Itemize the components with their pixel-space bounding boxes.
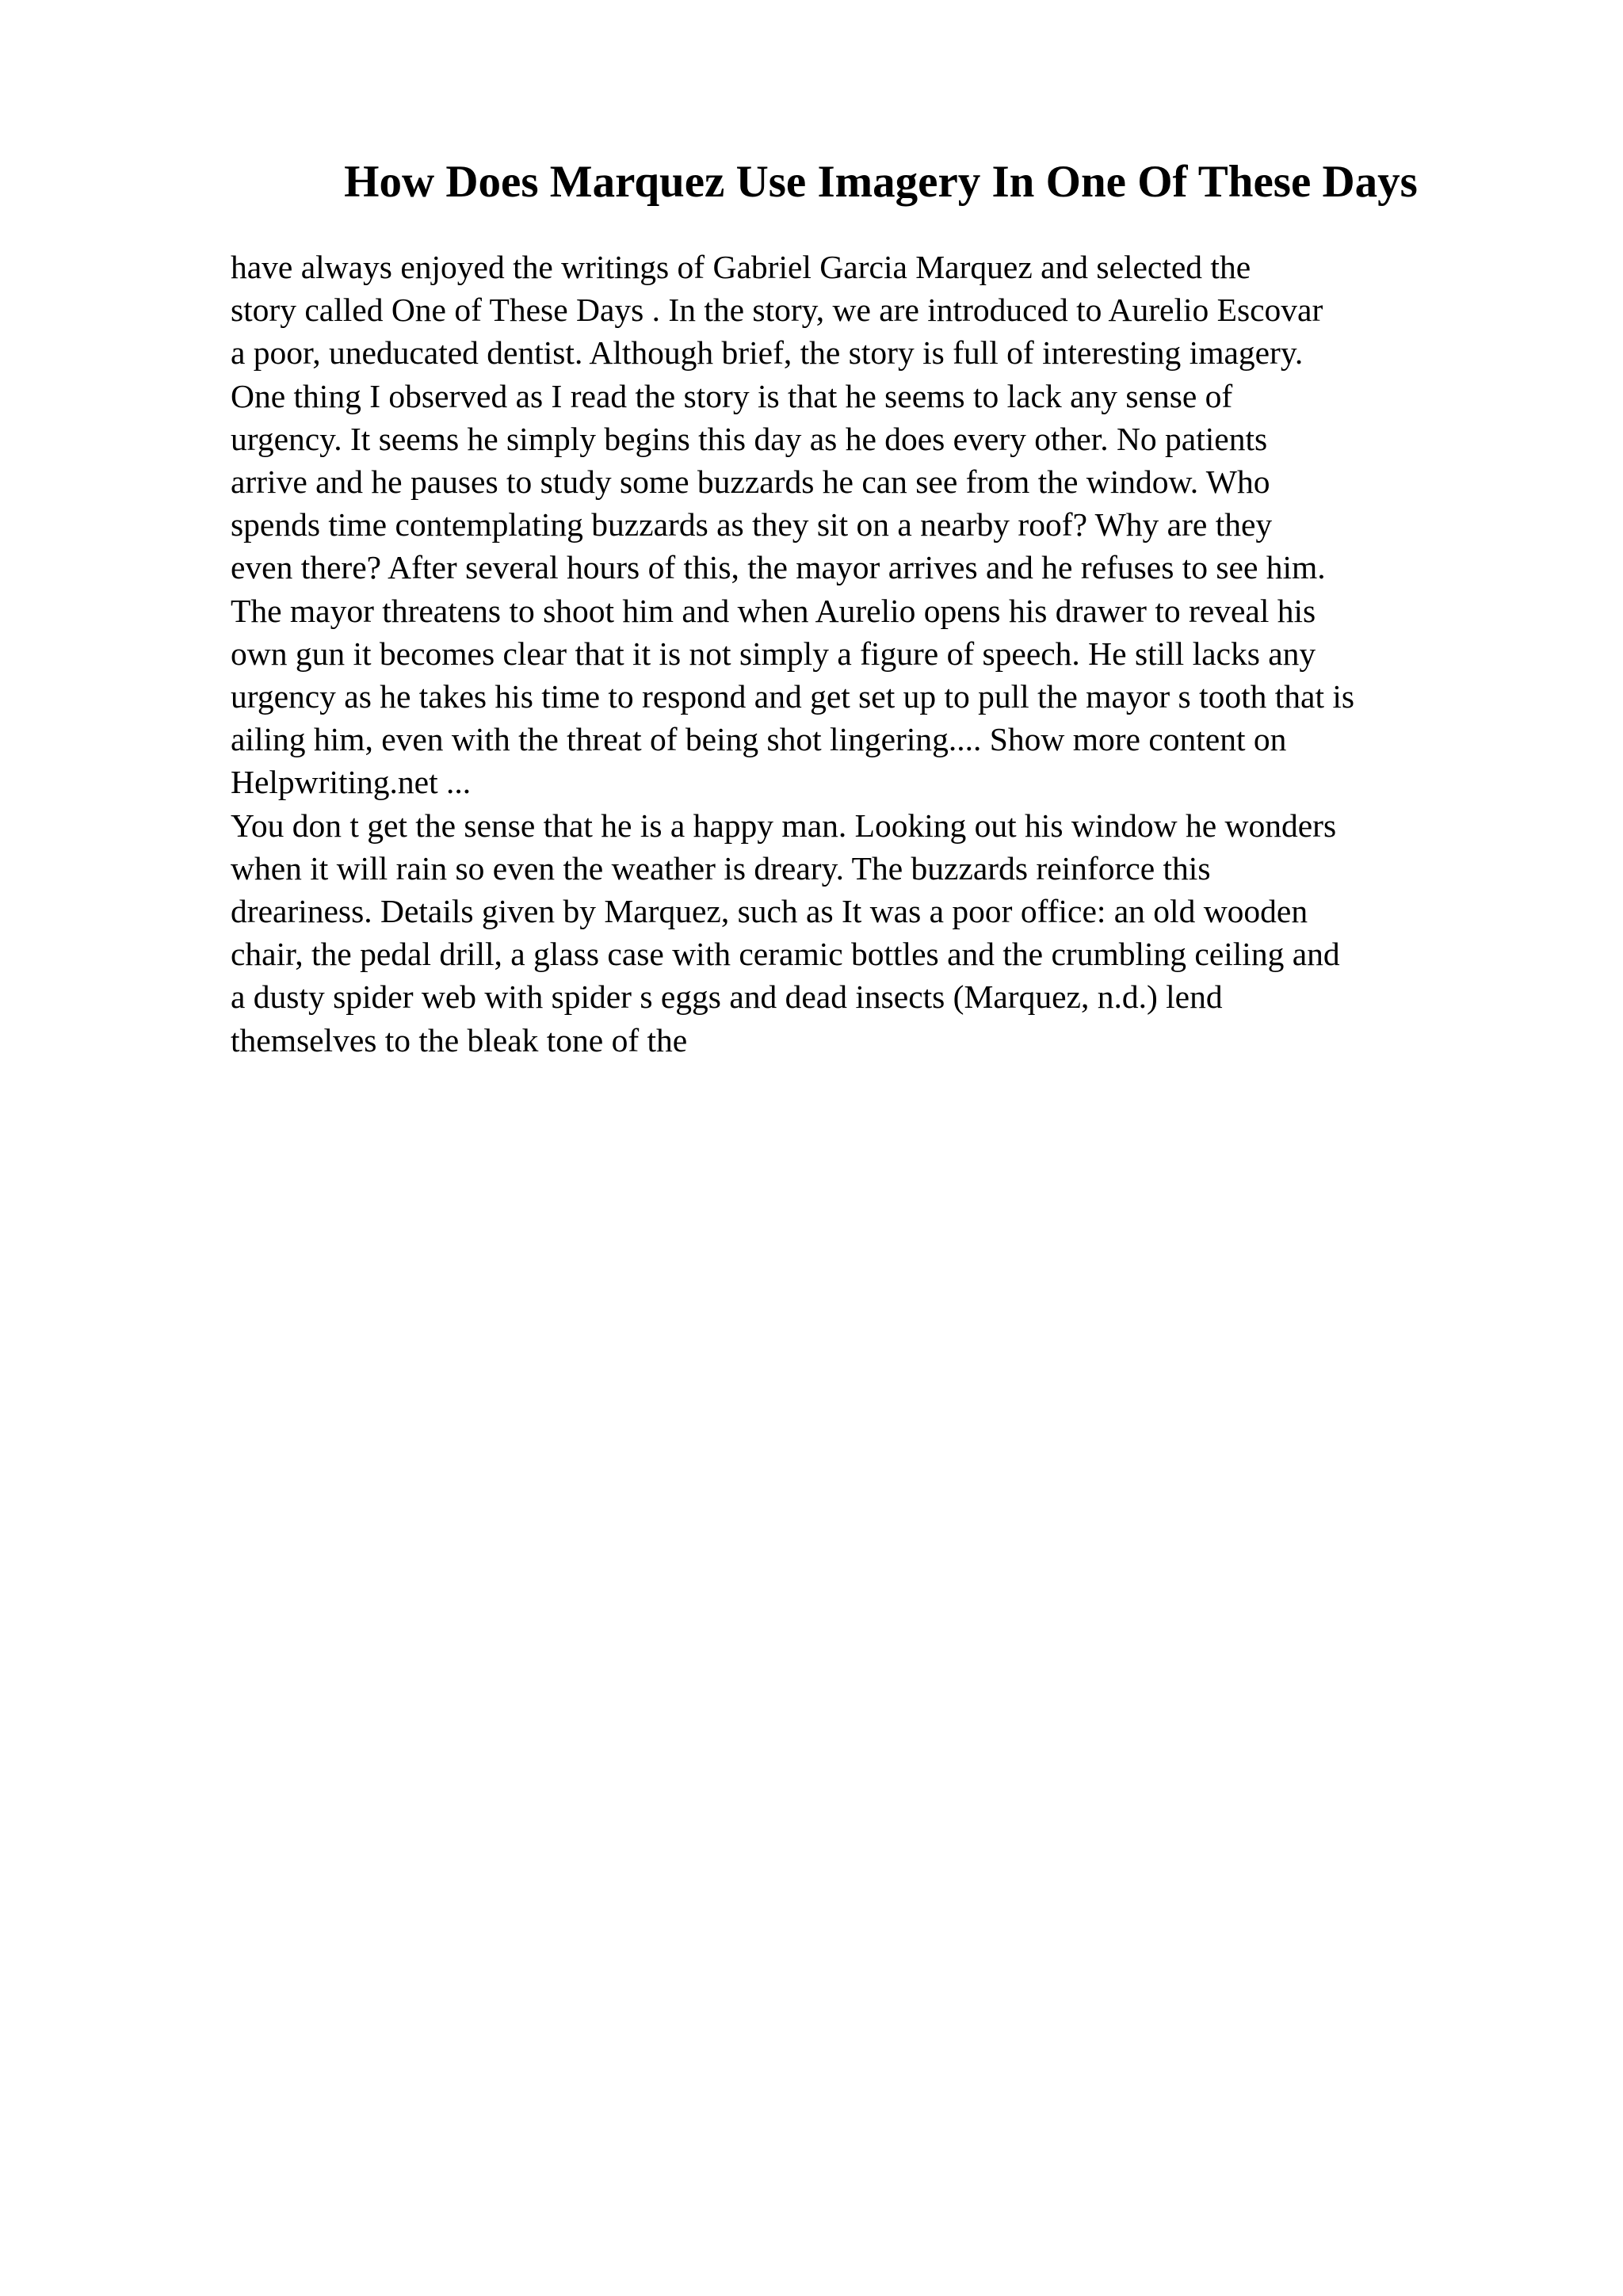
text-line: You don t get the sense that he is a happy man. Looking out his window he wonders — [231, 807, 1337, 844]
body-text — [231, 246, 1499, 1062]
page-title: How Does Marquez Use Imagery In One Of These Days — [344, 157, 1418, 207]
text-line: story called One of These Days . In the story, we are introduced to Aurelio Escovar — [231, 292, 1323, 329]
text-line: themselves to the bleak tone of the — [231, 1021, 688, 1058]
text-line: a poor, uneducated dentist. Although brief, the story is full of interesting imagery. — [231, 334, 1304, 372]
text-line: even there? After several hours of this, the mayor arrives and he refuses to see him. — [231, 549, 1326, 586]
text-line: arrive and he pauses to study some buzzards he can see from the window. Who — [231, 463, 1270, 501]
text-line: dreariness. Details given by Marquez, such as It was a poor office: an old wooden — [231, 893, 1308, 930]
text-line: ailing him, even with the threat of being shot lingering.... Show more content on — [231, 721, 1287, 758]
text-line: urgency as he takes his time to respond and get set up to pull the mayor s tooth that is — [231, 678, 1355, 715]
text-line: own gun it becomes clear that it is not simply a figure of speech. He still lacks any — [231, 635, 1316, 672]
text-line: One thing I observed as I read the story is that he seems to lack any sense of — [231, 377, 1233, 414]
text-line: Helpwriting.net ... — [231, 764, 472, 801]
text-line: urgency. It seems he simply begins this day as he does every other. No patients — [231, 420, 1268, 457]
text-line: The mayor threatens to shoot him and when Aurelio opens his drawer to reveal his — [231, 592, 1316, 629]
text-line: spends time contemplating buzzards as they sit on a nearby roof? Why are they — [231, 506, 1273, 543]
text-line: chair, the pedal drill, a glass case with ceramic bottles and the crumbling ceiling and — [231, 936, 1340, 973]
text-line: have always enjoyed the writings of Gabriel Garcia Marquez and selected the — [231, 249, 1251, 285]
text-line: when it will rain so even the weather is dreary. The buzzards reinforce this — [231, 849, 1211, 887]
text-line: a dusty spider web with spider s eggs and dead insects (Marquez, n.d.) lend — [231, 978, 1223, 1016]
